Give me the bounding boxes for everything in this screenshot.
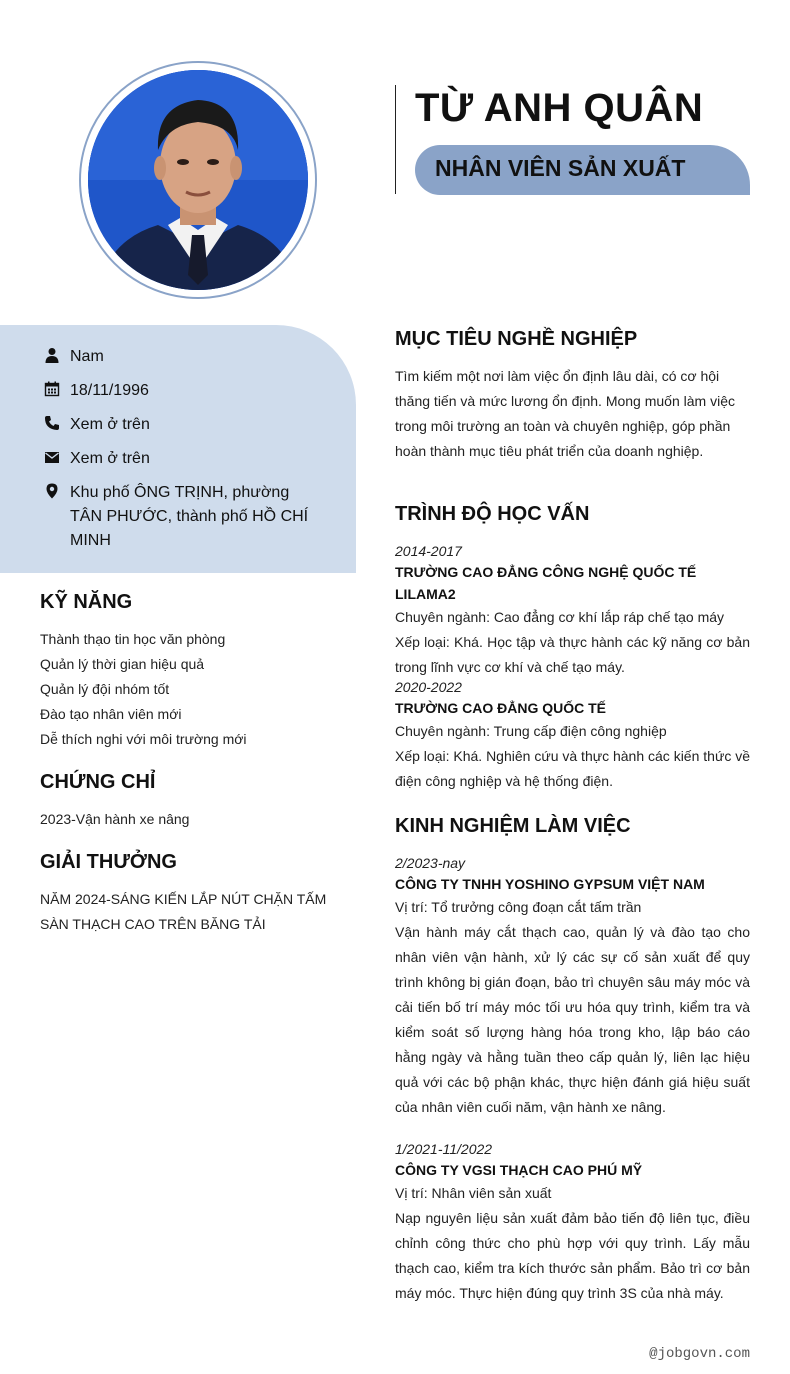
awards-list xyxy=(40,887,350,937)
location-pin-icon xyxy=(44,483,60,499)
candidate-name: TỪ ANH QUÂN xyxy=(415,86,704,130)
contact-address xyxy=(44,481,310,553)
objective-title: MỤC TIÊU NGHỀ NGHIỆP xyxy=(395,328,638,350)
certificates-list xyxy=(40,807,350,832)
address-text: Khu phố ÔNG TRỊNH, phường TÂN PHƯỚC, thành phố HỒ CHÍ MINH xyxy=(70,484,309,549)
skills-list xyxy=(40,627,350,752)
job-title: NHÂN VIÊN SẢN XUẤT xyxy=(435,155,686,181)
header-divider xyxy=(395,85,396,194)
site-watermark: @jobgovn.com xyxy=(649,1346,750,1362)
skill-item: Quản lý thời gian hiệu quả xyxy=(40,656,205,672)
profile-photo xyxy=(88,70,308,290)
skills-title: KỸ NĂNG xyxy=(40,591,133,613)
calendar-icon xyxy=(44,381,60,397)
education-major: Chuyên ngành: Cao đẳng cơ khí lắp ráp chế tạo máy xyxy=(395,609,725,625)
skill-item: Đào tạo nhân viên mới xyxy=(40,706,182,722)
education-entry xyxy=(395,541,750,680)
experience-position: Vị trí: Nhân viên sản xuất xyxy=(395,1185,552,1201)
skill-item: Thành thạo tin học văn phòng xyxy=(40,631,226,647)
email-text[interactable]: Xem ở trên xyxy=(70,450,150,467)
education-rank: Xếp loại: Khá. Học tập và thực hành các kỹ năng cơ bản trong lĩnh vực cơ khí và chế tạo máy. xyxy=(395,634,750,675)
experience-period: 2/2023-nay xyxy=(395,855,466,871)
experience-entry xyxy=(395,853,750,1120)
education-period: 2014-2017 xyxy=(395,543,462,559)
awards-title: GIẢI THƯỞNG xyxy=(40,851,177,873)
phone-text[interactable]: Xem ở trên xyxy=(70,416,150,433)
experience-position: Vị trí: Tổ trưởng công đoạn cắt tấm trần xyxy=(395,899,642,915)
objective-text: Tìm kiếm một nơi làm việc ổn định lâu dài, có cơ hội thăng tiến và mức lương ổn định. Mong muốn làm việc trong môi trường an toàn và chuyên nghiệp, góp phần hoàn thành mục tiêu phát triển của doanh nghiệp. xyxy=(395,368,735,459)
education-school: TRƯỜNG CAO ĐẲNG CÔNG NGHỆ QUỐC TẾ LILAMA2 xyxy=(395,564,697,602)
award-item: NĂM 2024-SÁNG KIẾN LẮP NÚT CHẶN TẤM SÀN THẠCH CAO TRÊN BĂNG TẢI xyxy=(40,891,327,932)
education-school: TRƯỜNG CAO ĐẲNG QUỐC TẾ xyxy=(395,700,606,716)
experience-entry xyxy=(395,1139,750,1306)
education-title: TRÌNH ĐỘ HỌC VẤN xyxy=(395,503,590,525)
phone-icon xyxy=(44,415,60,431)
email-icon xyxy=(44,449,60,465)
avatar xyxy=(88,70,308,290)
experience-description: Vận hành máy cắt thạch cao, quản lý và đào tạo cho nhân viên vận hành, xử lý các sự cố sản xuất để quy trình không bị gián đoạn, bảo trì chuyên sâu máy móc và cải tiến bố trí máy móc tối ưu hóa quy trình, kiểm tra và kiểm soát số lượng hàng hóa trong kho, lập báo cáo hằng ngày và hằng tuần theo cấp quản lý, liên lạc hiệu quả với các bộ phận khác, thực hiện đánh giá hiệu suất của nhân viên cuối năm, vận hành xe nâng. xyxy=(395,924,750,1115)
contact-birthday xyxy=(44,379,149,403)
contact-email[interactable] xyxy=(44,447,150,471)
experience-period: 1/2021-11/2022 xyxy=(395,1141,493,1157)
gender-text: Nam xyxy=(70,348,104,365)
experience-company: CÔNG TY TNHH YOSHINO GYPSUM VIỆT NAM xyxy=(395,876,705,892)
skill-item: Quản lý đội nhóm tốt xyxy=(40,681,170,697)
education-major: Chuyên ngành: Trung cấp điện công nghiệp xyxy=(395,723,667,739)
experience-title: KINH NGHIỆM LÀM VIỆC xyxy=(395,815,631,837)
contact-gender xyxy=(44,345,104,369)
certificate-item: 2023-Vận hành xe nâng xyxy=(40,811,190,827)
certificates-title: CHỨNG CHỈ xyxy=(40,771,156,793)
birthday-text: 18/11/1996 xyxy=(70,382,149,399)
contact-phone[interactable] xyxy=(44,413,150,437)
person-icon xyxy=(44,347,60,363)
education-period: 2020-2022 xyxy=(395,679,462,695)
education-rank: Xếp loại: Khá. Nghiên cứu và thực hành các kiến thức về điện công nghiệp và hệ thống điện. xyxy=(395,748,750,789)
skill-item: Dễ thích nghi với môi trường mới xyxy=(40,731,247,747)
experience-company: CÔNG TY VGSI THẠCH CAO PHÚ MỸ xyxy=(395,1162,643,1178)
education-entry xyxy=(395,677,750,794)
experience-description: Nạp nguyên liệu sản xuất đảm bảo tiến độ liên tục, điều chỉnh công thức cho phù hợp với quy trình. Lấy mẫu thạch cao, kiểm tra kích thước sản phẩm. Bảo trì cơ bản máy móc. Thực hiện đúng quy trình 3S của nhà máy. xyxy=(395,1210,750,1301)
contact-panel xyxy=(0,325,356,573)
job-title-badge xyxy=(415,145,750,195)
